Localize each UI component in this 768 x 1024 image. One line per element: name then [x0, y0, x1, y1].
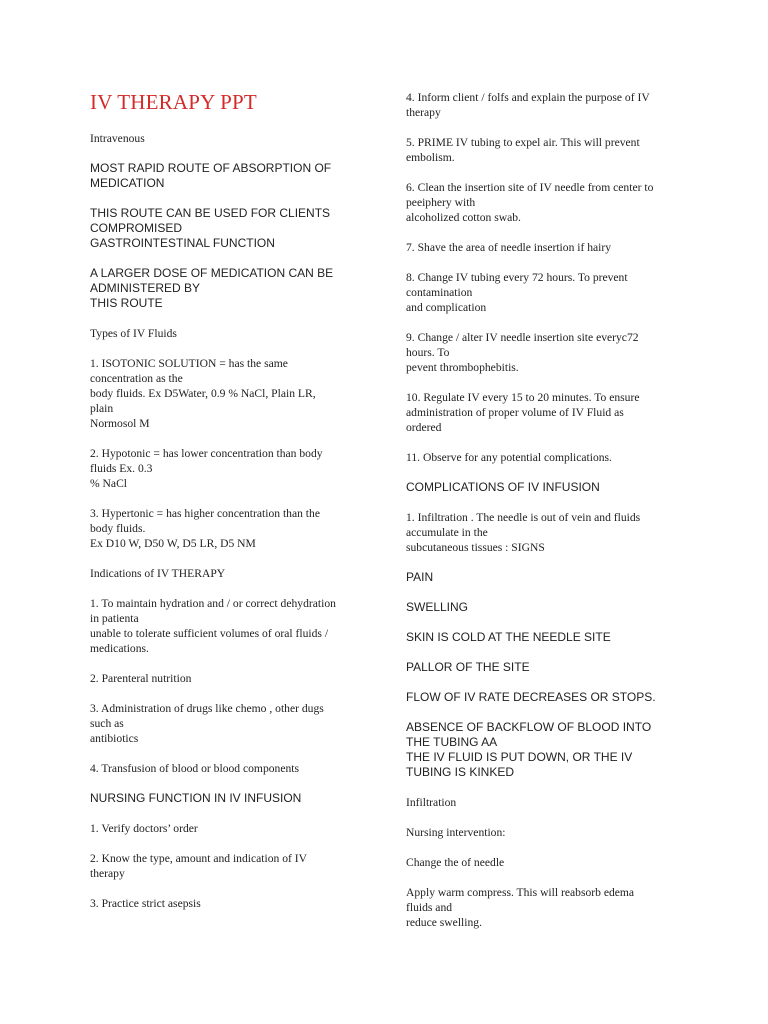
text-line: subcutaneous tissues : SIGNS	[406, 541, 545, 554]
text-line: 3. Hypertonic = has higher concentration than the	[90, 507, 320, 521]
text-line: 1. To maintain hydration and / or correct dehydration	[90, 597, 336, 611]
text-line: THIS ROUTE	[90, 296, 163, 311]
text-line: administration of proper volume of IV Fluid as	[406, 406, 624, 419]
text-line: % NaCl	[90, 477, 128, 491]
text-line: TUBING IS KINKED	[406, 765, 515, 779]
paragraph	[90, 356, 370, 431]
text-line: alcoholized cotton swab.	[406, 211, 521, 224]
text-line: THE IV FLUID IS PUT DOWN, OR THE IV	[406, 750, 633, 764]
text-line: body fluids.	[90, 522, 146, 536]
text-line: 10. Regulate IV every 15 to 20 minutes. To ensure	[406, 391, 640, 404]
text-line: concentration as the	[90, 372, 183, 386]
paragraph	[90, 206, 370, 251]
text-line: Intravenous	[90, 132, 145, 146]
paragraph	[406, 630, 682, 645]
text-line: COMPROMISED	[90, 221, 183, 236]
text-line: 2. Hypotonic = has lower concentration than body	[90, 447, 323, 461]
paragraph	[406, 135, 682, 165]
paragraph	[406, 270, 682, 315]
text-line: and complication	[406, 301, 487, 314]
document-title: IV THERAPY PPT	[90, 90, 257, 114]
text-line: 5. PRIME IV tubing to expel air. This will prevent	[406, 136, 640, 149]
paragraph	[406, 600, 682, 615]
paragraph	[90, 896, 370, 911]
text-line: Ex D10 W, D50 W, D5 LR, D5 NM	[90, 537, 256, 551]
text-line: GASTROINTESTINAL FUNCTION	[90, 236, 275, 251]
text-line: SKIN IS COLD AT THE NEEDLE SITE	[406, 630, 611, 644]
text-line: COMPLICATIONS OF IV INFUSION	[406, 480, 600, 494]
text-line: therapy	[90, 867, 125, 881]
text-line: 4. Transfusion of blood or blood components	[90, 762, 300, 776]
paragraph	[406, 690, 682, 705]
text-line: reduce swelling.	[406, 916, 482, 929]
paragraph	[406, 510, 682, 555]
paragraph	[406, 180, 682, 225]
paragraph	[406, 855, 682, 870]
text-line: 2. Parenteral nutrition	[90, 672, 192, 686]
text-line: 7. Shave the area of needle insertion if hairy	[406, 241, 612, 254]
right-paragraphs	[406, 90, 682, 930]
text-line: in patienta	[90, 612, 139, 626]
text-line: Change the of needle	[406, 856, 505, 869]
text-line: such as	[90, 717, 124, 731]
paragraph	[90, 326, 370, 341]
text-line: peeiphery with	[406, 196, 476, 209]
text-line: fluids and	[406, 901, 453, 914]
paragraph	[90, 596, 370, 656]
text-line: unable to tolerate sufficient volumes of oral fluids /	[90, 627, 329, 641]
text-line: accumulate in the	[406, 526, 488, 539]
text-line: A LARGER DOSE OF MEDICATION CAN BE	[90, 266, 334, 281]
text-line: 4. Inform client / folfs and explain the purpose of IV	[406, 91, 650, 104]
text-line: MOST RAPID ROUTE OF ABSORPTION OF	[90, 161, 332, 176]
text-line: Types of IV Fluids	[90, 327, 177, 341]
text-line: medications.	[90, 642, 149, 656]
text-line: fluids Ex. 0.3	[90, 462, 153, 476]
text-line: antibiotics	[90, 732, 139, 746]
text-line: ordered	[406, 421, 442, 434]
paragraph	[90, 266, 370, 311]
paragraph	[90, 566, 370, 581]
text-line: FLOW OF IV RATE DECREASES OR STOPS.	[406, 690, 656, 704]
text-line: NURSING FUNCTION IN IV INFUSION	[90, 791, 302, 806]
paragraph	[90, 701, 370, 746]
paragraph	[406, 825, 682, 840]
text-line: PALLOR OF THE SITE	[406, 660, 530, 674]
text-line: 1. Infiltration . The needle is out of vein and fluids	[406, 511, 641, 524]
text-line: body fluids. Ex D5Water, 0.9 % NaCl, Plain LR,	[90, 387, 316, 401]
text-line: 1. Verify doctors’ order	[90, 822, 198, 836]
text-line: therapy	[406, 106, 441, 119]
paragraph	[90, 791, 370, 806]
text-line: contamination	[406, 286, 473, 299]
paragraph	[90, 821, 370, 836]
text-line: 8. Change IV tubing every 72 hours. To prevent	[406, 271, 628, 284]
text-line: THE TUBING AA	[406, 735, 498, 749]
text-line: Normosol M	[90, 417, 150, 431]
text-line: SWELLING	[406, 600, 469, 614]
left-paragraphs	[90, 131, 370, 911]
paragraph	[90, 851, 370, 881]
text-line: THIS ROUTE CAN BE USED FOR CLIENTS	[90, 206, 331, 221]
paragraph	[90, 161, 370, 191]
text-line: ABSENCE OF BACKFLOW OF BLOOD INTO	[406, 720, 652, 734]
left-column	[90, 90, 370, 926]
paragraph	[406, 720, 682, 780]
paragraph	[406, 660, 682, 675]
text-line: PAIN	[406, 570, 434, 584]
paragraph	[90, 506, 370, 551]
text-line: Nursing intervention:	[406, 826, 506, 839]
paragraph	[90, 671, 370, 686]
paragraph	[406, 480, 682, 495]
paragraph	[406, 885, 682, 930]
paragraph	[406, 90, 682, 120]
paragraph	[90, 761, 370, 776]
text-line: 3. Practice strict asepsis	[90, 897, 201, 911]
paragraph	[90, 446, 370, 491]
paragraph	[406, 240, 682, 255]
text-line: pevent thrombophebitis.	[406, 361, 519, 374]
text-line: 3. Administration of drugs like chemo , other dugs	[90, 702, 324, 716]
text-line: embolism.	[406, 151, 455, 164]
text-line: MEDICATION	[90, 176, 165, 191]
paragraph	[406, 570, 682, 585]
paragraph	[90, 131, 370, 146]
text-line: plain	[90, 402, 114, 416]
text-line: 11. Observe for any potential complications.	[406, 451, 612, 464]
text-line: Infiltration	[406, 796, 457, 809]
right-column	[406, 90, 682, 945]
text-line: 1. ISOTONIC SOLUTION = has the same	[90, 357, 288, 371]
text-line: Apply warm compress. This will reabsorb edema	[406, 886, 635, 899]
text-line: 9. Change / alter IV needle insertion site everyc72	[406, 331, 639, 344]
text-line: 2. Know the type, amount and indication of IV	[90, 852, 308, 866]
text-line: hours. To	[406, 346, 450, 359]
paragraph	[406, 330, 682, 375]
paragraph	[406, 390, 682, 435]
text-line: 6. Clean the insertion site of IV needle from center to	[406, 181, 654, 194]
text-line: ADMINISTERED BY	[90, 281, 201, 296]
text-line: Indications of IV THERAPY	[90, 567, 226, 581]
paragraph	[406, 450, 682, 465]
paragraph	[406, 795, 682, 810]
